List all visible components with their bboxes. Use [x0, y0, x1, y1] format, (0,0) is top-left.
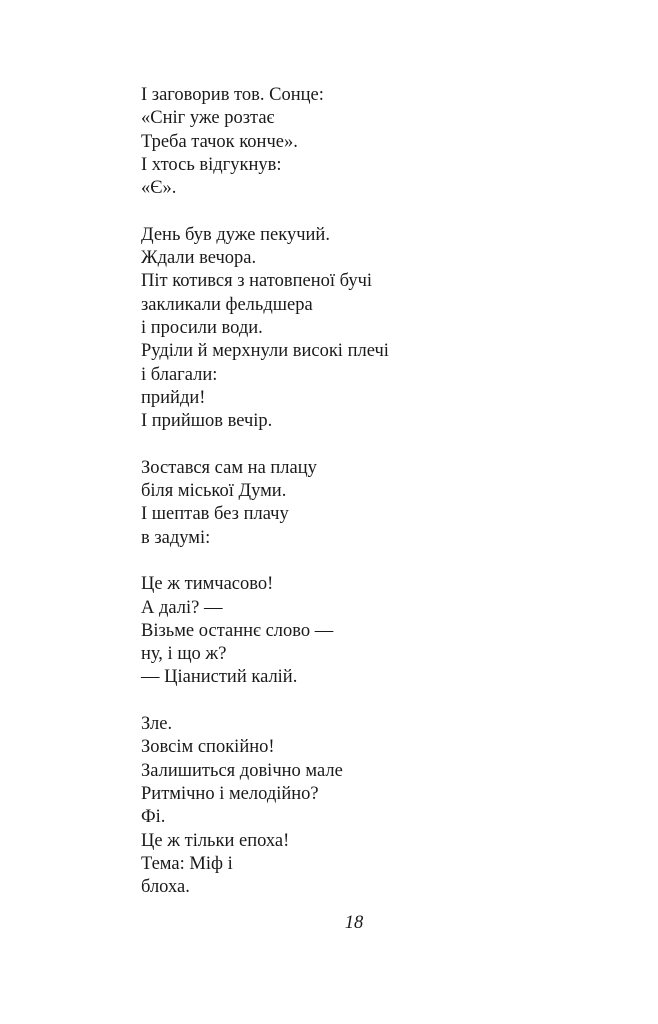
poem-line: Зовсім спокійно! [141, 737, 275, 758]
stanza-2 [141, 224, 581, 434]
poem-line: «Сніг уже розтає [141, 108, 275, 129]
poem-line: блоха. [141, 877, 190, 898]
poem-line: Ждали вечора. [141, 248, 257, 269]
poem-line: Залишиться довічно мале [141, 760, 343, 781]
page-number: 18 [344, 913, 364, 933]
poem-line: Це ж тимчасово! [141, 574, 274, 595]
poem-line: біля міської Думи. [141, 481, 287, 502]
poem-line: прийди! [141, 387, 206, 408]
poem-line: і благали: [141, 364, 218, 385]
poem-line: Зостався сам на плацу [141, 457, 317, 478]
stanza-4 [141, 573, 581, 689]
poem-line: І хтось відгукнув: [141, 154, 282, 175]
poem-line: «Є». [141, 178, 177, 199]
poem-body [141, 84, 581, 899]
poem-line: Руділи й мерхнули високі плечі [141, 341, 389, 362]
poem-line: І прийшов вечір. [141, 411, 273, 432]
poem-line: закликали фельдшера [141, 294, 313, 315]
poem-line: Треба тачок конче». [141, 131, 298, 152]
poem-line: День був дуже пекучий. [141, 224, 330, 245]
poem-line: І заговорив тов. Сонце: [141, 85, 324, 105]
poem-line: ну, і що ж? [141, 644, 227, 665]
stanza-3 [141, 457, 581, 550]
poem-line: в задумі: [141, 527, 211, 548]
poem-line: Фі. [141, 807, 166, 828]
poem-line: А далі? — [141, 597, 223, 618]
poem-line: Зле. [141, 714, 173, 735]
poem-line: Піт котився з натовпеної бучі [141, 271, 373, 292]
poem-line: І шептав без плачу [141, 504, 289, 525]
poem-line: Візьме останнє слово — [141, 620, 334, 641]
poem-line: Тема: Міф і [141, 853, 233, 874]
stanza-1 [141, 84, 581, 200]
poem-line: — Ціанистий калій. [141, 667, 298, 688]
stanza-5 [141, 713, 581, 899]
poem-line: Це ж тільки епоха! [141, 830, 290, 851]
poem-line: і просили води. [141, 317, 263, 338]
poem-line: Ритмічно і мелодійно? [141, 783, 319, 804]
